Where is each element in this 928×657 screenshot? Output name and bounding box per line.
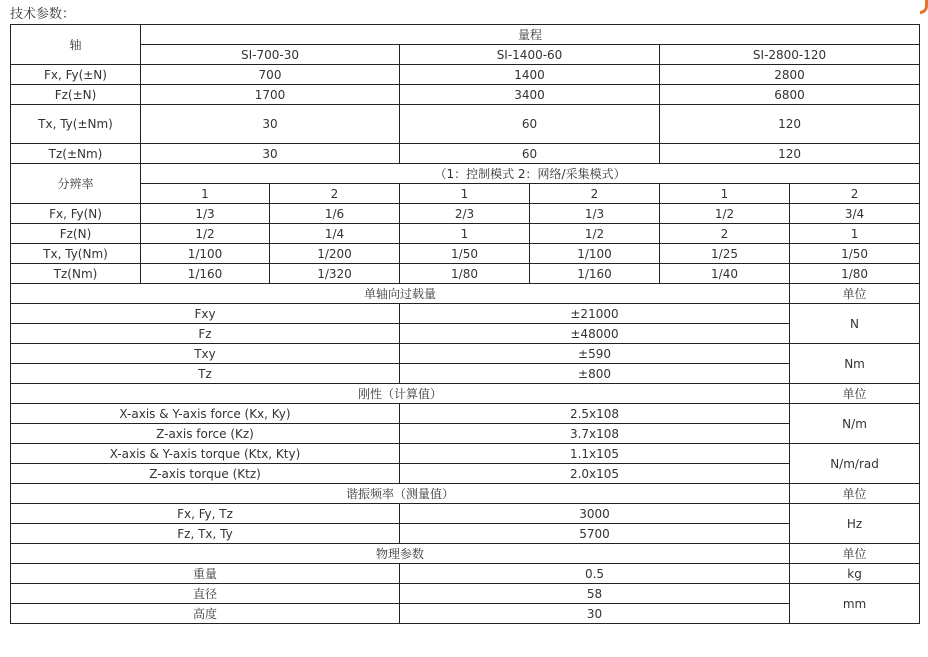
table-row — [11, 144, 920, 164]
row-value: ±21000 — [400, 304, 790, 324]
range-value: 2800 — [660, 65, 920, 85]
unit-cell: N/m/rad — [790, 444, 920, 484]
resolution-value: 1/200 — [270, 244, 400, 264]
overload-header-row — [11, 284, 920, 304]
spec-table — [10, 24, 920, 624]
row-label: 重量 — [11, 564, 400, 584]
section-heading: 技术参数： — [10, 7, 76, 22]
table-row — [11, 464, 920, 484]
mode-number: 1 — [660, 184, 790, 204]
resolution-value: 1/80 — [790, 264, 920, 284]
unit-cell: Nm — [790, 344, 920, 384]
section-title: 单轴向过载量 — [11, 284, 790, 304]
row-label: Z-axis torque (Ktz) — [11, 464, 400, 484]
model-row — [11, 45, 920, 65]
resolution-value: 1/100 — [141, 244, 270, 264]
range-value: 60 — [400, 144, 660, 164]
resolution-value: 1/2 — [530, 224, 660, 244]
mode-number: 1 — [141, 184, 270, 204]
mode-number: 2 — [790, 184, 920, 204]
range-value: 1400 — [400, 65, 660, 85]
section-title: 刚性（计算值） — [11, 384, 790, 404]
row-label: Z-axis force (Kz) — [11, 424, 400, 444]
resolution-value: 1/6 — [270, 204, 400, 224]
unit-cell: mm — [790, 584, 920, 624]
mode-number: 2 — [530, 184, 660, 204]
row-value: 0.5 — [400, 564, 790, 584]
row-label: Fz — [11, 324, 400, 344]
table-row — [11, 424, 920, 444]
unit-cell: N — [790, 304, 920, 344]
stiffness-header-row — [11, 384, 920, 404]
row-value: 3.7x108 — [400, 424, 790, 444]
table-row — [11, 65, 920, 85]
mode-note: （1：控制模式 2：网络/采集模式） — [141, 164, 920, 184]
row-value: 2.0x105 — [400, 464, 790, 484]
table-row — [11, 85, 920, 105]
row-value: 1.1x105 — [400, 444, 790, 464]
row-label: Fx, Fy(N) — [11, 204, 141, 224]
unit-cell: N/m — [790, 404, 920, 444]
unit-header: 单位 — [790, 544, 920, 564]
range-header: 量程 — [141, 25, 920, 45]
row-label: X-axis & Y-axis force (Kx, Ky) — [11, 404, 400, 424]
resolution-header: 分辨率 — [11, 164, 141, 204]
range-value: 120 — [660, 144, 920, 164]
resonance-header-row — [11, 484, 920, 504]
range-value: 60 — [400, 105, 660, 144]
range-value: 30 — [141, 144, 400, 164]
row-label: Fx, Fy, Tz — [11, 504, 400, 524]
table-row — [11, 105, 920, 144]
resolution-value: 1/320 — [270, 264, 400, 284]
row-label: Txy — [11, 344, 400, 364]
row-label: Tz(±Nm) — [11, 144, 141, 164]
row-label: X-axis & Y-axis torque (Ktx, Kty) — [11, 444, 400, 464]
row-label: Fz, Tx, Ty — [11, 524, 400, 544]
model-name: SI-1400-60 — [400, 45, 660, 65]
resolution-header-row — [11, 164, 920, 184]
resolution-value: 1/50 — [790, 244, 920, 264]
resolution-value: 2 — [660, 224, 790, 244]
resolution-value: 1/40 — [660, 264, 790, 284]
range-value: 1700 — [141, 85, 400, 105]
row-value: ±800 — [400, 364, 790, 384]
unit-header: 单位 — [790, 484, 920, 504]
model-name: SI-2800-120 — [660, 45, 920, 65]
table-row — [11, 344, 920, 364]
mode-number: 2 — [270, 184, 400, 204]
resolution-value: 1/160 — [530, 264, 660, 284]
table-row — [11, 244, 920, 264]
resolution-value: 1/100 — [530, 244, 660, 264]
resolution-value: 1 — [400, 224, 530, 244]
range-value: 6800 — [660, 85, 920, 105]
row-value: ±48000 — [400, 324, 790, 344]
mode-row — [11, 184, 920, 204]
corner-decoration — [920, 0, 928, 14]
range-value: 700 — [141, 65, 400, 85]
row-label: Tz — [11, 364, 400, 384]
resolution-value: 1/2 — [141, 224, 270, 244]
unit-cell: Hz — [790, 504, 920, 544]
unit-header: 单位 — [790, 284, 920, 304]
row-label: Tx, Ty(±Nm) — [11, 105, 141, 144]
table-row — [11, 364, 920, 384]
section-title: 物理参数 — [11, 544, 790, 564]
row-label: 高度 — [11, 604, 400, 624]
table-row — [11, 204, 920, 224]
model-name: SI-700-30 — [141, 45, 400, 65]
table-row — [11, 324, 920, 344]
row-label: Tz(Nm) — [11, 264, 141, 284]
resolution-value: 1/3 — [530, 204, 660, 224]
axis-header: 轴 — [11, 25, 141, 65]
table-row — [11, 564, 920, 584]
row-value: 58 — [400, 584, 790, 604]
resolution-value: 1/2 — [660, 204, 790, 224]
resolution-value: 3/4 — [790, 204, 920, 224]
physical-header-row — [11, 544, 920, 564]
table-row — [11, 584, 920, 604]
row-label: Fz(N) — [11, 224, 141, 244]
unit-header: 单位 — [790, 384, 920, 404]
row-label: Fz(±N) — [11, 85, 141, 105]
resolution-value: 1/80 — [400, 264, 530, 284]
row-value: 30 — [400, 604, 790, 624]
resolution-value: 1/25 — [660, 244, 790, 264]
row-value: ±590 — [400, 344, 790, 364]
row-value: 3000 — [400, 504, 790, 524]
resolution-value: 1/50 — [400, 244, 530, 264]
table-row — [11, 444, 920, 464]
range-header-row — [11, 25, 920, 45]
table-row — [11, 524, 920, 544]
table-row — [11, 264, 920, 284]
row-value: 2.5x108 — [400, 404, 790, 424]
range-value: 120 — [660, 105, 920, 144]
table-row — [11, 504, 920, 524]
resolution-value: 1/3 — [141, 204, 270, 224]
row-label: 直径 — [11, 584, 400, 604]
resolution-value: 2/3 — [400, 204, 530, 224]
table-row — [11, 304, 920, 324]
mode-number: 1 — [400, 184, 530, 204]
resolution-value: 1 — [790, 224, 920, 244]
resolution-value: 1/160 — [141, 264, 270, 284]
section-title: 谐振频率（测量值） — [11, 484, 790, 504]
range-value: 30 — [141, 105, 400, 144]
resolution-value: 1/4 — [270, 224, 400, 244]
row-label: Fx, Fy(±N) — [11, 65, 141, 85]
row-label: Fxy — [11, 304, 400, 324]
range-value: 3400 — [400, 85, 660, 105]
table-row — [11, 224, 920, 244]
row-label: Tx, Ty(Nm) — [11, 244, 141, 264]
table-row — [11, 404, 920, 424]
row-value: 5700 — [400, 524, 790, 544]
table-row — [11, 604, 920, 624]
unit-cell: kg — [790, 564, 920, 584]
